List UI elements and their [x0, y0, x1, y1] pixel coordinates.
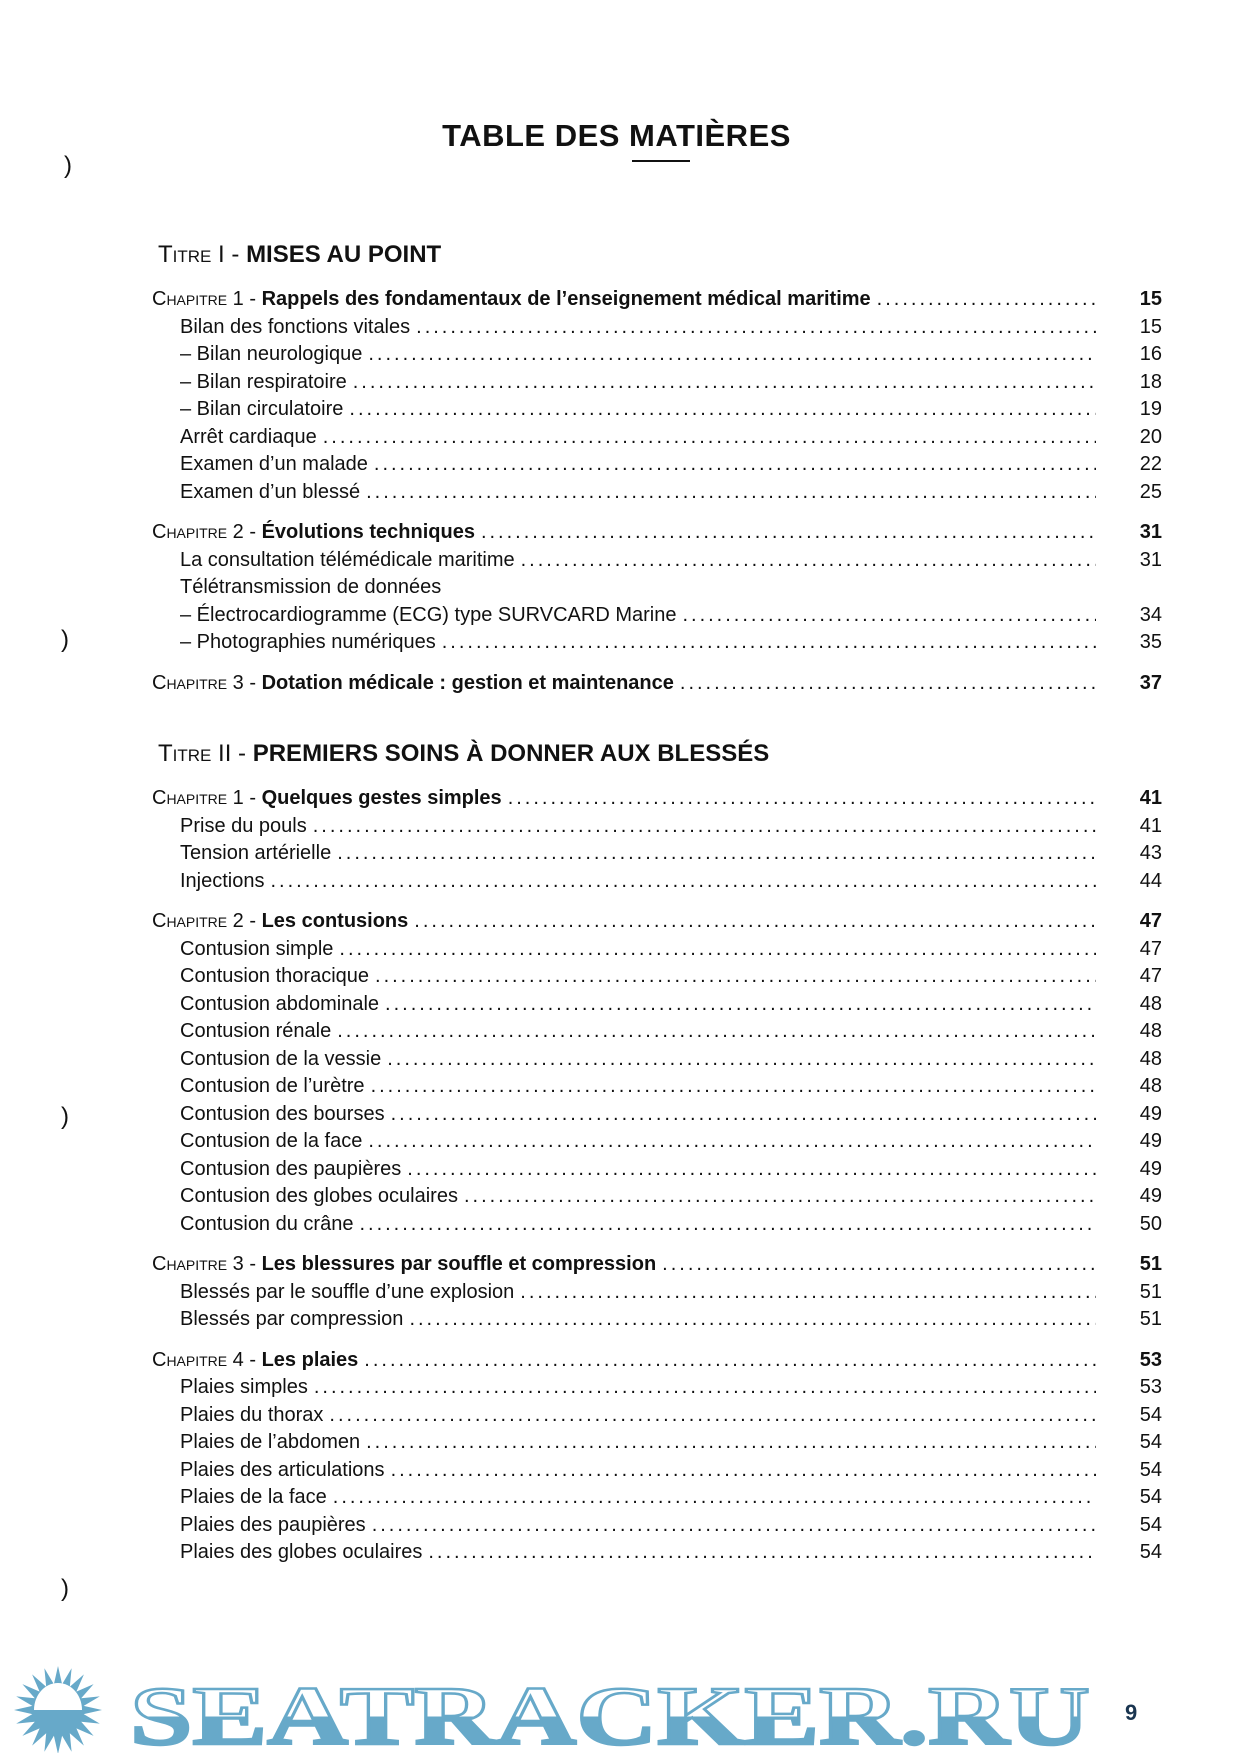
entry-page: 20: [1139, 425, 1162, 448]
dot-leader: [271, 868, 1097, 896]
entry-page: 51: [1139, 1308, 1162, 1330]
entry-title: Plaies simples: [180, 1376, 308, 1398]
entry-title: Plaies du thorax: [180, 1403, 324, 1426]
toc-entry[interactable]: [152, 341, 1162, 369]
chapter-label: Chapitre 3 -: [152, 671, 262, 694]
entry-title: Blessés par compression: [180, 1308, 404, 1330]
toc-entry[interactable]: [152, 369, 1162, 397]
dot-leader: [339, 936, 1096, 964]
entry-page: 41: [1139, 814, 1162, 837]
chapter-page: 47: [1139, 910, 1162, 932]
toc-entry[interactable]: [152, 1374, 1162, 1402]
entry-title: Prise du pouls: [180, 814, 307, 837]
dot-leader: [333, 1484, 1096, 1512]
entry-title: – Photographies numériques: [180, 631, 436, 653]
chapter-row[interactable]: [152, 785, 1162, 813]
entry-title: Plaies des globes oculaires: [180, 1541, 423, 1563]
toc-entry[interactable]: [152, 1279, 1162, 1307]
chapter-row[interactable]: [152, 670, 1162, 698]
chapter-title: [152, 286, 871, 314]
page-title: TABLE DES MATIÈRES: [442, 118, 791, 153]
toc-entry[interactable]: [152, 1073, 1162, 1101]
dot-leader: [359, 1211, 1096, 1239]
entry-page: 49: [1139, 1130, 1162, 1152]
watermark-logo: [0, 1664, 1233, 1753]
chapter-name: Les blessures par souffle et compression: [261, 1253, 657, 1275]
dot-leader: [374, 451, 1096, 479]
entry-page: 54: [1139, 1541, 1162, 1563]
entry-title: – Bilan respiratoire: [180, 370, 347, 393]
toc-entry[interactable]: [152, 1306, 1162, 1334]
toc-entry[interactable]: [152, 840, 1162, 868]
chapter-title: [152, 1347, 358, 1375]
toc-entry[interactable]: [152, 1539, 1162, 1567]
chapter-label: Chapitre 1 -: [152, 787, 262, 809]
chapter-name: Évolutions techniques: [261, 521, 475, 543]
entry-title: Bilan des fonctions vitales: [180, 315, 411, 338]
toc-entry[interactable]: [152, 1211, 1162, 1239]
margin-mark: ): [61, 1575, 69, 1602]
dot-leader: [366, 1429, 1096, 1457]
entry-title: Contusion abdominale: [180, 992, 380, 1015]
dot-leader: [366, 479, 1096, 507]
entry-page: 43: [1139, 842, 1162, 864]
entry-page: 47: [1139, 937, 1162, 960]
entry-page: 25: [1139, 480, 1162, 503]
toc-entry[interactable]: [152, 424, 1162, 452]
titre-heading: [158, 737, 1162, 771]
entry-page: 34: [1139, 603, 1162, 626]
entry-title: Examen d’un blessé: [180, 480, 361, 503]
chapter-page: 41: [1139, 787, 1162, 809]
dot-leader: [464, 1183, 1096, 1211]
entry-page: 15: [1139, 315, 1162, 338]
entry-page: 54: [1139, 1458, 1162, 1481]
margin-mark: ): [61, 1103, 69, 1130]
dot-leader: [508, 785, 1096, 813]
chapter: [152, 286, 1162, 506]
toc-entry[interactable]: [152, 574, 1162, 602]
toc-entry[interactable]: [152, 629, 1162, 657]
chapter-name: Quelques gestes simples: [261, 787, 502, 809]
chapter: [152, 670, 1162, 698]
chapter: [152, 519, 1162, 657]
entry-title: Contusion de la face: [180, 1130, 363, 1152]
entry-title: Injections: [180, 869, 265, 892]
entry-page: 19: [1139, 398, 1162, 420]
watermark-text: SEATRACKER.RU: [130, 1670, 1090, 1753]
toc-entry[interactable]: [152, 936, 1162, 964]
titre-heading: [158, 238, 1162, 272]
dot-leader: [323, 424, 1096, 452]
entry-title: Examen d’un malade: [180, 453, 368, 475]
chapter-name: Les plaies: [261, 1348, 359, 1371]
sun-icon: [14, 1666, 102, 1753]
chapter: [152, 908, 1162, 1238]
entry-title: Contusion des bourses: [180, 1102, 385, 1125]
entry-page: 47: [1139, 965, 1162, 987]
toc-entry[interactable]: [152, 547, 1162, 575]
dot-leader: [391, 1101, 1096, 1129]
chapter-page: 31: [1139, 521, 1162, 543]
entry-page: 31: [1139, 548, 1162, 571]
entry-page: 22: [1139, 453, 1162, 475]
chapter-row[interactable]: [152, 908, 1162, 936]
entry-page: 53: [1139, 1376, 1162, 1398]
dot-leader: [364, 1347, 1096, 1375]
entry-page: 49: [1139, 1185, 1162, 1207]
dot-leader: [877, 286, 1096, 314]
dot-leader: [442, 629, 1096, 657]
toc-entry[interactable]: [152, 1457, 1162, 1485]
entry-title: – Électrocardiogramme (ECG) type SURVCARD Marine: [180, 603, 677, 626]
toc-entry[interactable]: [152, 1018, 1162, 1046]
dot-leader: [682, 602, 1096, 630]
entry-page: 18: [1139, 370, 1162, 393]
dot-leader: [521, 547, 1096, 575]
toc-entry[interactable]: [152, 1429, 1162, 1457]
dot-leader: [313, 813, 1096, 841]
titre-label: Titre I -: [158, 241, 247, 268]
toc-entry[interactable]: [152, 868, 1162, 896]
chapter: [152, 1251, 1162, 1334]
entry-page: 48: [1139, 1020, 1162, 1042]
chapter-label: Chapitre 4 -: [152, 1348, 262, 1371]
chapter-page: 53: [1139, 1348, 1162, 1371]
dot-leader: [371, 1073, 1096, 1101]
toc-entry[interactable]: [152, 602, 1162, 630]
chapter-page: 37: [1139, 671, 1162, 694]
entry-title: Contusion des globes oculaires: [180, 1185, 458, 1207]
toc-entry[interactable]: [152, 1402, 1162, 1430]
entry-title: Contusion de l’urètre: [180, 1075, 365, 1097]
chapter-title: [152, 908, 408, 936]
chapter-page: 15: [1139, 288, 1162, 310]
toc-entry[interactable]: [152, 1512, 1162, 1540]
toc-entry[interactable]: [152, 963, 1162, 991]
chapter-label: Chapitre 2 -: [152, 910, 262, 932]
dot-leader: [409, 1306, 1096, 1334]
dot-leader: [337, 840, 1096, 868]
entry-title: – Bilan neurologique: [180, 343, 363, 365]
toc-entry[interactable]: [152, 1128, 1162, 1156]
chapter-label: Chapitre 2 -: [152, 521, 262, 543]
entry-page: 48: [1139, 1075, 1162, 1097]
chapter: [152, 785, 1162, 895]
dot-leader: [385, 991, 1096, 1019]
dot-leader: [414, 908, 1096, 936]
dot-leader: [314, 1374, 1096, 1402]
toc-entry[interactable]: [152, 991, 1162, 1019]
entry-page: 44: [1139, 869, 1162, 892]
titre-name: MISES AU POINT: [246, 241, 442, 268]
entry-title: Contusion thoracique: [180, 965, 370, 987]
chapter-name: Rappels des fondamentaux de l’enseignement médical maritime: [261, 288, 871, 310]
entry-title: Arrêt cardiaque: [180, 425, 317, 448]
entry-title: Tension artérielle: [180, 842, 332, 864]
dot-leader: [407, 1156, 1096, 1184]
dot-leader: [372, 1512, 1096, 1540]
titre-label: Titre II -: [158, 740, 253, 767]
entry-title: Blessés par le souffle d’une explosion: [180, 1280, 515, 1303]
entry-page: 54: [1139, 1403, 1162, 1426]
dot-leader: [368, 341, 1096, 369]
title-underline: [632, 160, 690, 162]
entry-title: Plaies de la face: [180, 1486, 327, 1508]
toc-entry[interactable]: [152, 1101, 1162, 1129]
entry-page: 48: [1139, 992, 1162, 1015]
dot-leader: [680, 670, 1096, 698]
titre-section: [152, 737, 1162, 1567]
dot-leader: [428, 1539, 1096, 1567]
dot-leader: [391, 1457, 1096, 1485]
dot-leader: [368, 1128, 1096, 1156]
titre-name: PREMIERS SOINS À DONNER AUX BLESSÉS: [252, 740, 770, 767]
entry-title: Plaies des articulations: [180, 1458, 385, 1481]
entry-title: Contusion des paupières: [180, 1157, 402, 1180]
margin-mark: ): [61, 626, 69, 653]
chapter-name: Les contusions: [261, 910, 409, 932]
entry-page: 49: [1139, 1102, 1162, 1125]
chapter-title: [152, 1251, 656, 1279]
entry-page: 51: [1139, 1280, 1162, 1303]
entry-page: 50: [1139, 1212, 1162, 1235]
dot-leader: [329, 1402, 1096, 1430]
entry-title: Plaies des paupières: [180, 1513, 366, 1536]
dot-leader: [353, 369, 1096, 397]
entry-page: 16: [1139, 343, 1162, 365]
dot-leader: [349, 396, 1096, 424]
dot-leader: [337, 1018, 1096, 1046]
dot-leader: [387, 1046, 1096, 1074]
entry-title: Contusion de la vessie: [180, 1047, 382, 1070]
entry-page: 48: [1139, 1047, 1162, 1070]
chapter: [152, 1347, 1162, 1567]
dot-leader: [662, 1251, 1096, 1279]
dot-leader: [520, 1279, 1096, 1307]
entry-title: La consultation télémédicale maritime: [180, 548, 515, 571]
toc-entry[interactable]: [152, 1183, 1162, 1211]
chapter-row[interactable]: [152, 1251, 1162, 1279]
chapter-page: 51: [1139, 1253, 1162, 1275]
entry-page: 54: [1139, 1486, 1162, 1508]
chapter-row[interactable]: [152, 286, 1162, 314]
chapter-row[interactable]: [152, 1347, 1162, 1375]
toc-entry[interactable]: [152, 396, 1162, 424]
entry-title: Télétransmission de données: [180, 576, 442, 598]
chapter-label: Chapitre 3 -: [152, 1253, 262, 1275]
toc-entry[interactable]: [152, 813, 1162, 841]
entry-title: Contusion rénale: [180, 1020, 332, 1042]
toc-entry[interactable]: [152, 314, 1162, 342]
entry-page: 54: [1139, 1513, 1162, 1536]
entry-page: 54: [1139, 1431, 1162, 1453]
titre-section: [152, 238, 1162, 697]
entry-title: Plaies de l’abdomen: [180, 1431, 361, 1453]
toc-entry[interactable]: [152, 451, 1162, 479]
chapter-row[interactable]: [152, 519, 1162, 547]
entry-title: Contusion du crâne: [180, 1212, 354, 1235]
dot-leader: [375, 963, 1096, 991]
entry-title: – Bilan circulatoire: [180, 398, 344, 420]
toc-entry[interactable]: [152, 1046, 1162, 1074]
page-number: 9: [1125, 1700, 1138, 1725]
chapter-name: Dotation médicale : gestion et maintenance: [261, 671, 674, 694]
margin-mark: ): [64, 152, 72, 179]
dot-leader: [416, 314, 1096, 342]
dot-leader: [481, 519, 1096, 547]
toc-entry[interactable]: [152, 1156, 1162, 1184]
toc-entry[interactable]: [152, 1484, 1162, 1512]
entry-page: 35: [1139, 631, 1162, 653]
chapter-title: [152, 785, 502, 813]
toc-entry[interactable]: [152, 479, 1162, 507]
entry-page: 49: [1139, 1157, 1162, 1180]
chapter-label: Chapitre 1 -: [152, 288, 262, 310]
chapter-title: [152, 670, 674, 698]
chapter-title: [152, 519, 475, 547]
entry-title: Contusion simple: [180, 937, 334, 960]
table-of-contents: [152, 238, 1162, 1607]
